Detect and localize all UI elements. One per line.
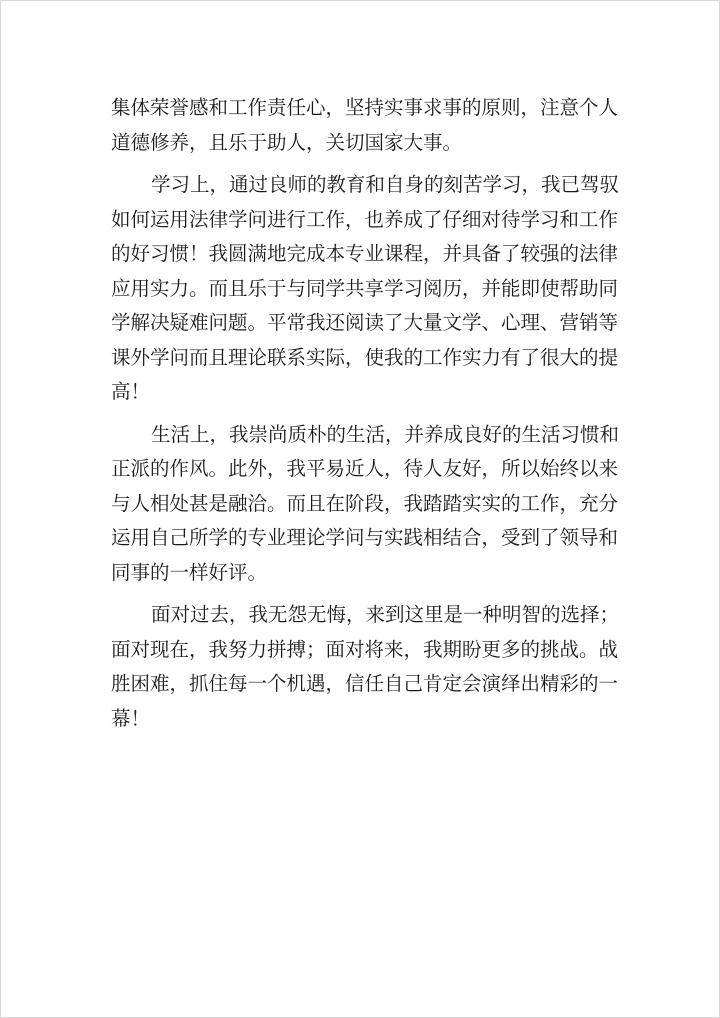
text-line: 运用自己所学的专业理论学问与实践相结合，受到了领导和 [111,526,619,549]
text-line: 如何运用法律学问进行工作，也养成了仔细对待学习和工作 [111,207,619,231]
paragraph-1 [111,91,619,160]
text-line: 课外学问而且理论联系实际，使我的工作实力有了很大的提 [111,345,619,369]
text-line: 高！ [111,380,151,403]
text-line: 集体荣誉感和工作责任心，坚持实事求事的原则，注意个人 [111,96,619,119]
text-line: 生活上，我崇尚质朴的生活，并养成良好的生活习惯和 [151,422,620,446]
paragraph-4 [111,598,620,736]
paragraph-3 [111,418,620,591]
text-line: 胜困难，抓住每一个机遇，信任自己肯定会演绎出精彩的一 [111,672,619,695]
text-line: 应用实力。而且乐于与同学共享学习阅历，并能即使帮助同 [111,276,619,300]
text-line: 面对过去，我无怨无悔，来到这里是一种明智的选择； [151,603,620,626]
text-line: 正派的作风。此外，我平易近人，待人友好，所以始终以来 [111,457,619,480]
text-line: 的好习惯！我圆满地完成本专业课程，并具备了较强的法律 [111,242,619,265]
text-line: 与人相处甚是融洽。而且在阶段，我踏踏实实的工作，充分 [111,491,619,515]
text-line: 学解决疑难问题。平常我还阅读了大量文学、心理、营销等 [111,311,619,334]
text-line: 学习上，通过良师的教育和自身的刻苦学习，我已驾驭 [151,173,620,196]
paragraph-2 [111,168,620,410]
text-line: 幕！ [111,706,151,730]
document-body [111,91,620,736]
text-line: 道德修养，且乐于助人，关切国家大事。 [111,130,463,154]
text-line: 面对现在，我努力拼搏；面对将来，我期盼更多的挑战。战 [111,637,619,661]
text-line: 同事的一样好评。 [111,560,268,584]
